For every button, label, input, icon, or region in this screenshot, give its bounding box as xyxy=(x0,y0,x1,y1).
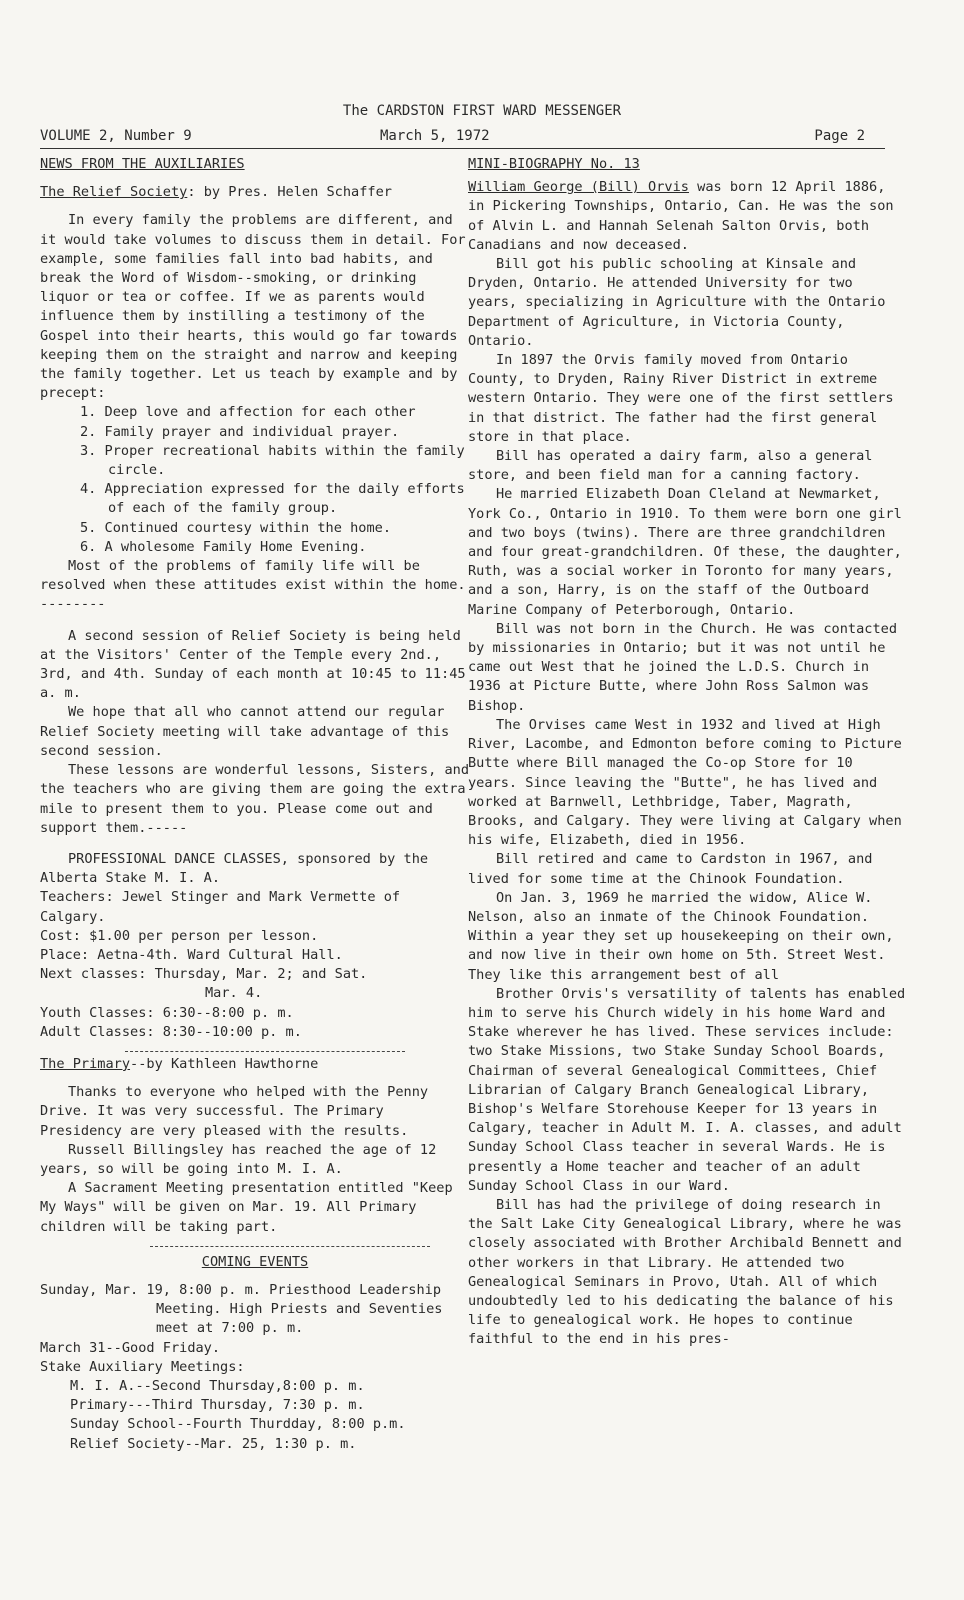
dance-youth-classes: Youth Classes: 6:30--8:00 p. m. xyxy=(40,1004,294,1021)
rs-list-item: 4. Appreciation expressed for the daily efforts of each of the family group. xyxy=(80,481,465,517)
dance-place: Place: Aetna-4th. Ward Cultural Hall. xyxy=(40,946,343,963)
bio-paragraph: Bill got his public schooling at Kinsale and Dryden, Ontario. He attended University for two years, specializing in Agriculture with the Ontario Department of Agriculture, in Victoria County, Ontario. xyxy=(468,256,886,349)
rs-paragraph: We hope that all who cannot attend our regular Relief Society meeting will take advantage of this second session. xyxy=(40,704,450,759)
right-column xyxy=(468,155,908,1350)
dance-teachers: Teachers: Jewel Stinger and Mark Vermette of Calgary. xyxy=(40,889,401,925)
primary-paragraph: Thanks to everyone who helped with the Penny Drive. It was very successful. The Primary Presidency are very pleased with the results. xyxy=(40,1084,429,1139)
bio-paragraph: He married Elizabeth Doan Cleland at Newmarket, York Co., Ontario in 1910. To them were born one girl and two boys (twins). There are three grandchildren and four great-grandchildren. Of these, the daughter, Ruth, was a social worker in Toronto for many years, and a son, Harry, is on the staff of the Outboard Marine Company of Peterborough, Ontario. xyxy=(468,486,902,618)
stake-meeting-item: M. I. A.--Second Thursday,8:00 p. m. xyxy=(70,1377,365,1394)
rs-list-item: 2. Family prayer and individual prayer. xyxy=(80,423,400,440)
primary-heading xyxy=(40,1055,470,1074)
issue-line xyxy=(40,128,885,149)
section-title: NEWS FROM THE AUXILIARIES xyxy=(40,156,245,172)
page-number: Page 2 xyxy=(814,128,865,144)
primary-paragraph: A Sacrament Meeting presentation entitled "Keep My Ways" will be given on Mar. 19. All Primary children will be taking part. xyxy=(40,1180,453,1235)
biography-title: MINI-BIOGRAPHY No. 13 xyxy=(468,156,640,172)
bio-subject-name: William George (Bill) Orvis xyxy=(468,179,689,196)
bio-paragraph: Bill has had the privilege of doing research in the Salt Lake City Genealogical Library, where he was closely associated with Brother Archibald Bennett and other workers in that Library. He attended two Genealogical Seminars in Provo, Utah. All of which undoubtedly led to his dedicating the balance of his life to genealogical work. He hopes to continue faithful to the end in his pres- xyxy=(468,1196,902,1348)
bio-paragraph: Bill retired and came to Cardston in 1967, and lived for some time at the Chinook Foundation. xyxy=(468,851,873,887)
stake-meeting-item: Primary---Third Thursday, 7:30 p. m. xyxy=(70,1397,365,1414)
bio-paragraph: Bill has operated a dairy farm, also a general store, and been field man for a canning factory. xyxy=(468,448,873,484)
rs-paragraph: Most of the problems of family life will be resolved when these attitudes exist within the home. -------- xyxy=(40,558,466,613)
stake-meeting-item: Sunday School--Fourth Thurdday, 8:00 p.m. xyxy=(70,1416,406,1433)
dance-adult-classes: Adult Classes: 8:30--10:00 p. m. xyxy=(40,1023,302,1040)
bio-paragraph: In 1897 the Orvis family moved from Ontario County, to Dryden, Rainy River District in extreme western Ontario. They were one of the first settlers in that district. The father had the first general store in that place. xyxy=(468,352,894,445)
bio-paragraph: The Orvises came West in 1932 and lived at High River, Lacombe, and Edmonton before coming to Picture Butte where Bill managed the Co-op Store for 10 years. Since leaving the "Butte", he has lived and worked at Barnwell, Lethbridge, Taber, Magrath, Brooks, and Calgary. They were living at Calgary when his wife, Elizabeth, died in 1956. xyxy=(468,716,902,849)
primary-paragraph: Russell Billingsley has reached the age of 12 years, so will be going into M. I. A. xyxy=(40,1141,437,1177)
bio-paragraph: Bill was not born in the Church. He was contacted by missionaries in Ontario; but it was not until he came out West that he joined the L.D.S. Church in 1936 at Picture Butte, where John Ross Salmon was Bishop. xyxy=(468,620,898,714)
relief-society-byline: : by Pres. Helen Schaffer xyxy=(187,184,392,201)
primary-byline: --by Kathleen Hawthorne xyxy=(130,1055,319,1072)
relief-society-title: The Relief Society xyxy=(40,184,188,201)
event-item: Sunday, Mar. 19, 8:00 p. m. Priesthood Leadership Meeting. High Priests and Seventies meet at 7:00 p. m. xyxy=(40,1281,443,1337)
relief-society-heading xyxy=(40,183,470,202)
rs-list-item: 1. Deep love and affection for each other xyxy=(80,404,416,421)
rs-list-item: 5. Continued courtesy within the home. xyxy=(80,519,391,536)
volume-number: VOLUME 2, Number 9 xyxy=(40,128,192,144)
rs-list-item: 3. Proper recreational habits within the family circle. xyxy=(80,442,465,479)
event-item: March 31--Good Friday. xyxy=(40,1339,221,1356)
coming-events-title: COMING EVENTS xyxy=(201,1253,309,1270)
dance-next-classes-cont: Mar. 4. xyxy=(205,985,263,1002)
bio-paragraph: Brother Orvis's versatility of talents has enabled him to serve his Church widely in his home Ward and Stake wherever he has lived. These services include: two Stake Missions, two Stake Sunday School Boards, Chairman of several Genealogical Committees, Chief Librarian of Calgary Branch Genealogical Library, Bishop's Welfare Storehouse Keeper for 13 years in Calgary, teacher in Adult M. I. A. classes, and adult Sunday School Class teacher in several Wards. He is presently a Home teacher and teacher of an adult Sunday School Class in our Ward. xyxy=(468,985,906,1194)
primary-title: The Primary xyxy=(40,1055,131,1072)
stake-meeting-item: Relief Society--Mar. 25, 1:30 p. m. xyxy=(70,1435,357,1452)
rs-paragraph: In every family the problems are different, and it would take volumes to discuss them in detail. For example, some families fall into bad habits, and break the Word of Wisdom--smoking, or drinking liquor or tea or coffee. If we as parents would influence them by instilling a testimony of the Gospel into their hearts, this would go far towards keeping them on the straight and narrow and keeping the family together. Let us teach by example and by precept: xyxy=(40,212,466,402)
divider xyxy=(150,1240,430,1247)
rs-paragraph: These lessons are wonderful lessons, Sisters, and the teachers who are giving them are going the extra mile to present them to you. Please come out and support them.----- xyxy=(40,762,470,836)
dance-cost: Cost: $1.00 per person per lesson. xyxy=(40,927,319,944)
bio-intro: was born 12 April 1886, in Pickering Townships, Ontario, Can. He was the son of Alvin L. and Hannah Selenah Salton Orvis, both Canadians and now deceased. xyxy=(468,179,894,253)
rs-paragraph: A second session of Relief Society is being held at the Visitors' Center of the Temple every 2nd., 3rd, and 4th. Sunday of each month at 10:45 to 11:45 a. m. xyxy=(40,627,466,702)
bio-paragraph xyxy=(468,178,908,255)
divider xyxy=(125,1045,405,1052)
dance-paragraph: PROFESSIONAL DANCE CLASSES, sponsored by the Alberta Stake M. I. A. xyxy=(40,850,429,887)
masthead: The CARDSTON FIRST WARD MESSENGER xyxy=(342,103,622,119)
rs-list-item: 6. A wholesome Family Home Evening. xyxy=(80,538,367,555)
event-item: Stake Auxiliary Meetings: xyxy=(40,1358,245,1375)
issue-date: March 5, 1972 xyxy=(380,128,490,144)
dance-next-classes: Next classes: Thursday, Mar. 2; and Sat. xyxy=(40,966,368,983)
left-column xyxy=(40,155,470,1454)
bio-paragraph: On Jan. 3, 1969 he married the widow, Alice W. Nelson, also an inmate of the Chinook Foundation. Within a year they set up housekeeping on their own, and now live in their own home on 5th. Street West. They like this arrangement best of all xyxy=(468,889,894,983)
